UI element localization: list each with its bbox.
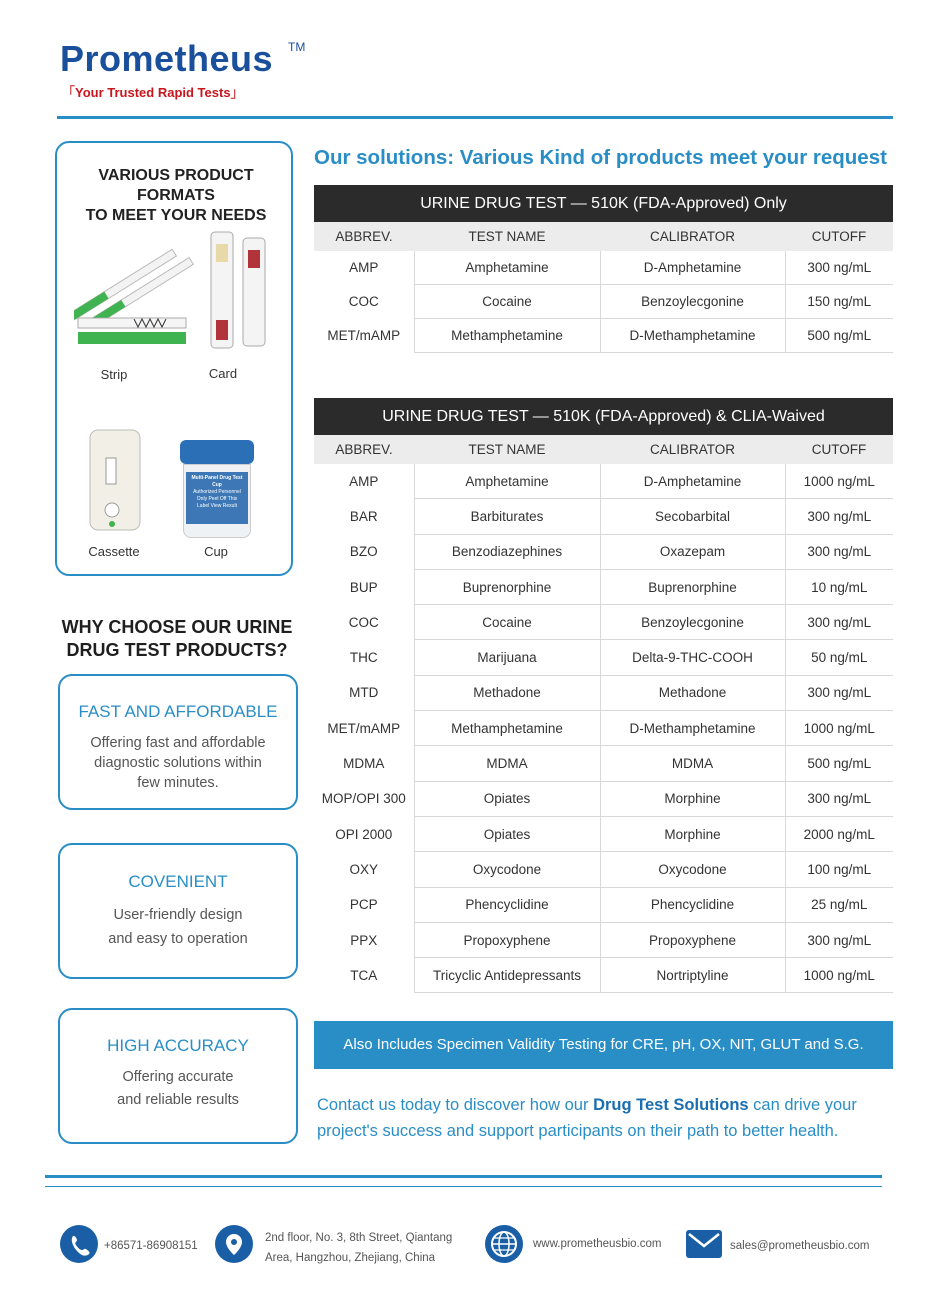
cell-cutoff: 300 ng/mL [785, 675, 893, 710]
cell-calibrator: Oxycodone [600, 852, 785, 887]
cell-cutoff: 300 ng/mL [785, 251, 893, 285]
cell-test-name: Oxycodone [414, 852, 600, 887]
cell-cutoff: 2000 ng/mL [785, 816, 893, 851]
cell-test-name: Propoxyphene [414, 922, 600, 957]
table-fda-clia [314, 398, 893, 993]
col-header-abbrev: ABBREV. [314, 435, 414, 464]
format-label-cup: Cup [204, 544, 228, 559]
cell-abbrev: MET/mAMP [327, 328, 401, 343]
cell-calibrator: Oxazepam [600, 534, 785, 569]
table-row [314, 640, 893, 675]
cell-calibrator: MDMA [600, 746, 785, 781]
cell-cutoff: 300 ng/mL [785, 781, 893, 816]
feature-text-accuracy: Offering accurate and reliable results [117, 1069, 239, 1108]
cell-abbrev: AMP [349, 260, 379, 276]
validity-testing-banner: Also Includes Specimen Validity Testing for CRE, pH, OX, NIT, GLUT and S.G. [314, 1021, 893, 1069]
feature-text-fast: Offering fast and affordable diagnostic solutions within few minutes. [90, 735, 266, 791]
cell-abbrev: BUP [349, 579, 378, 595]
cell-calibrator: Morphine [600, 816, 785, 851]
cell-abbrev: OPI 2000 [335, 826, 393, 842]
cell-cutoff: 25 ng/mL [785, 887, 893, 922]
cell-test-name: Methamphetamine [414, 319, 600, 353]
cell-calibrator: Delta-9-THC-COOH [600, 640, 785, 675]
cell-test-name: Barbiturates [414, 499, 600, 534]
cell-test-name: Buprenorphine [414, 569, 600, 604]
table-row [314, 958, 893, 993]
format-label-cassette: Cassette [88, 544, 140, 559]
cell-cutoff: 500 ng/mL [785, 746, 893, 781]
cell-abbrev: AMP [349, 473, 379, 489]
format-label-strip: Strip [100, 367, 128, 382]
cell-calibrator: Buprenorphine [600, 569, 785, 604]
table-row [314, 464, 893, 499]
col-header-cutoff: CUTOFF [785, 435, 893, 464]
cell-abbrev: BAR [349, 508, 378, 524]
cup-product-image: Multi-Panel Drug Test Cup Authorized Personnel Only Peel Off This Label View Result [180, 440, 254, 538]
cell-cutoff: 1000 ng/mL [785, 464, 893, 499]
cell-abbrev: TCA [350, 967, 378, 983]
col-header-calibrator: CALIBRATOR [600, 222, 785, 251]
cell-abbrev: MET/mAMP [327, 720, 401, 736]
table-row [314, 922, 893, 957]
table-row [314, 569, 893, 604]
table-caption: URINE DRUG TEST — 510K (FDA-Approved) & CLIA-Waived [314, 398, 893, 435]
footer-address: 2nd floor, No. 3, 8th Street, Qiantang Area, Hangzhou, Zhejiang, China [265, 1232, 453, 1264]
cell-cutoff: 150 ng/mL [785, 285, 893, 319]
globe-icon [485, 1225, 523, 1263]
cell-test-name: Methadone [414, 675, 600, 710]
cell-test-name: Methamphetamine [414, 711, 600, 746]
cell-test-name: Cocaine [414, 285, 600, 319]
cell-calibrator: D-Methamphetamine [600, 319, 785, 353]
footer-divider-thin [45, 1186, 882, 1187]
table-row [314, 887, 893, 922]
table-row [314, 534, 893, 569]
cell-test-name: Opiates [414, 816, 600, 851]
table-row [314, 711, 893, 746]
feature-text-convenient: User-friendly design and easy to operation [108, 907, 248, 947]
cell-calibrator: D-Methamphetamine [600, 711, 785, 746]
table-row [314, 319, 893, 353]
cell-test-name: Amphetamine [414, 251, 600, 285]
cell-abbrev: COC [348, 294, 379, 309]
brand-logo: Prometheus [60, 38, 274, 79]
cell-abbrev: COC [348, 614, 379, 630]
cell-cutoff: 50 ng/mL [785, 640, 893, 675]
cell-abbrev: PCP [349, 897, 378, 913]
phone-icon [60, 1225, 98, 1263]
cell-cutoff: 300 ng/mL [785, 922, 893, 957]
col-header-cutoff: CUTOFF [785, 222, 893, 251]
table-row [314, 816, 893, 851]
table-row [314, 285, 893, 319]
table-fda-only [314, 185, 893, 353]
cell-calibrator: Methadone [600, 675, 785, 710]
contact-highlight: Drug Test Solutions [593, 1096, 749, 1114]
col-header-test-name: TEST NAME [414, 222, 600, 251]
cell-abbrev: MDMA [343, 756, 385, 772]
cell-calibrator: D-Amphetamine [600, 251, 785, 285]
cell-abbrev: MOP/OPI 300 [321, 791, 406, 807]
cell-calibrator: Secobarbital [600, 499, 785, 534]
cell-abbrev: BZO [349, 544, 378, 560]
footer-website-link[interactable]: www.prometheusbio.com [533, 1238, 662, 1250]
col-header-test-name: TEST NAME [414, 435, 600, 464]
cell-abbrev: THC [349, 650, 378, 666]
footer-phone: +86571-86908151 [104, 1240, 198, 1252]
cell-cutoff: 100 ng/mL [785, 852, 893, 887]
feature-title-convenient: COVENIENT [128, 872, 228, 891]
cell-test-name: Tricyclic Antidepressants [414, 958, 600, 993]
cassette-product-image [88, 428, 144, 534]
table-row [314, 781, 893, 816]
cell-test-name: Phencyclidine [414, 887, 600, 922]
cell-test-name: Amphetamine [414, 464, 600, 499]
cell-cutoff: 1000 ng/mL [785, 958, 893, 993]
contact-paragraph: Contact us today to discover how our Drug Test Solutions can drive your project's success and support participants on their path to better health. [317, 1096, 857, 1140]
cell-test-name: MDMA [414, 746, 600, 781]
cell-cutoff: 1000 ng/mL [785, 711, 893, 746]
cell-calibrator: Benzoylecgonine [600, 285, 785, 319]
table-row [314, 605, 893, 640]
cell-test-name: Marijuana [414, 640, 600, 675]
table-row [314, 746, 893, 781]
cell-cutoff: 300 ng/mL [785, 499, 893, 534]
feature-title-fast: FAST AND AFFORDABLE [78, 702, 278, 721]
cell-calibrator: Propoxyphene [600, 922, 785, 957]
solutions-title: Our solutions: Various Kind of products meet your request [314, 146, 887, 169]
format-label-card: Card [208, 366, 238, 381]
cell-cutoff: 500 ng/mL [785, 319, 893, 353]
cell-test-name: Cocaine [414, 605, 600, 640]
cell-calibrator: Nortriptyline [600, 958, 785, 993]
card-product-image [205, 230, 275, 355]
cell-abbrev: MTD [349, 685, 379, 701]
col-header-abbrev: ABBREV. [314, 222, 414, 251]
cell-abbrev: OXY [349, 861, 378, 877]
cell-calibrator: D-Amphetamine [600, 464, 785, 499]
cell-abbrev: PPX [350, 932, 378, 948]
table-row [314, 675, 893, 710]
feature-title-accuracy: HIGH ACCURACY [107, 1036, 249, 1055]
cell-test-name: Benzodiazephines [414, 534, 600, 569]
location-pin-icon [215, 1225, 253, 1263]
trademark: TM [288, 40, 306, 54]
cell-calibrator: Morphine [600, 781, 785, 816]
product-formats-title: VARIOUS PRODUCT FORMATS TO MEET YOUR NEEDS [85, 167, 267, 224]
strip-product-image [74, 232, 194, 352]
cell-test-name: Opiates [414, 781, 600, 816]
table-row [314, 499, 893, 534]
cell-calibrator: Phencyclidine [600, 887, 785, 922]
table-row [314, 852, 893, 887]
cell-calibrator: Benzoylecgonine [600, 605, 785, 640]
header-divider [57, 116, 893, 119]
table-row [314, 251, 893, 285]
col-header-calibrator: CALIBRATOR [600, 435, 785, 464]
cell-cutoff: 300 ng/mL [785, 534, 893, 569]
table-caption: URINE DRUG TEST — 510K (FDA-Approved) Only [314, 185, 893, 222]
brand-tagline: 「Your Trusted Rapid Tests」 [62, 85, 244, 100]
footer-divider [45, 1175, 882, 1178]
footer-email-link[interactable]: sales@prometheusbio.com [730, 1240, 870, 1252]
why-choose-title: WHY CHOOSE OUR URINE DRUG TEST PRODUCTS? [61, 617, 293, 660]
cell-cutoff: 300 ng/mL [785, 605, 893, 640]
mail-icon [686, 1230, 722, 1258]
cell-cutoff: 10 ng/mL [785, 569, 893, 604]
